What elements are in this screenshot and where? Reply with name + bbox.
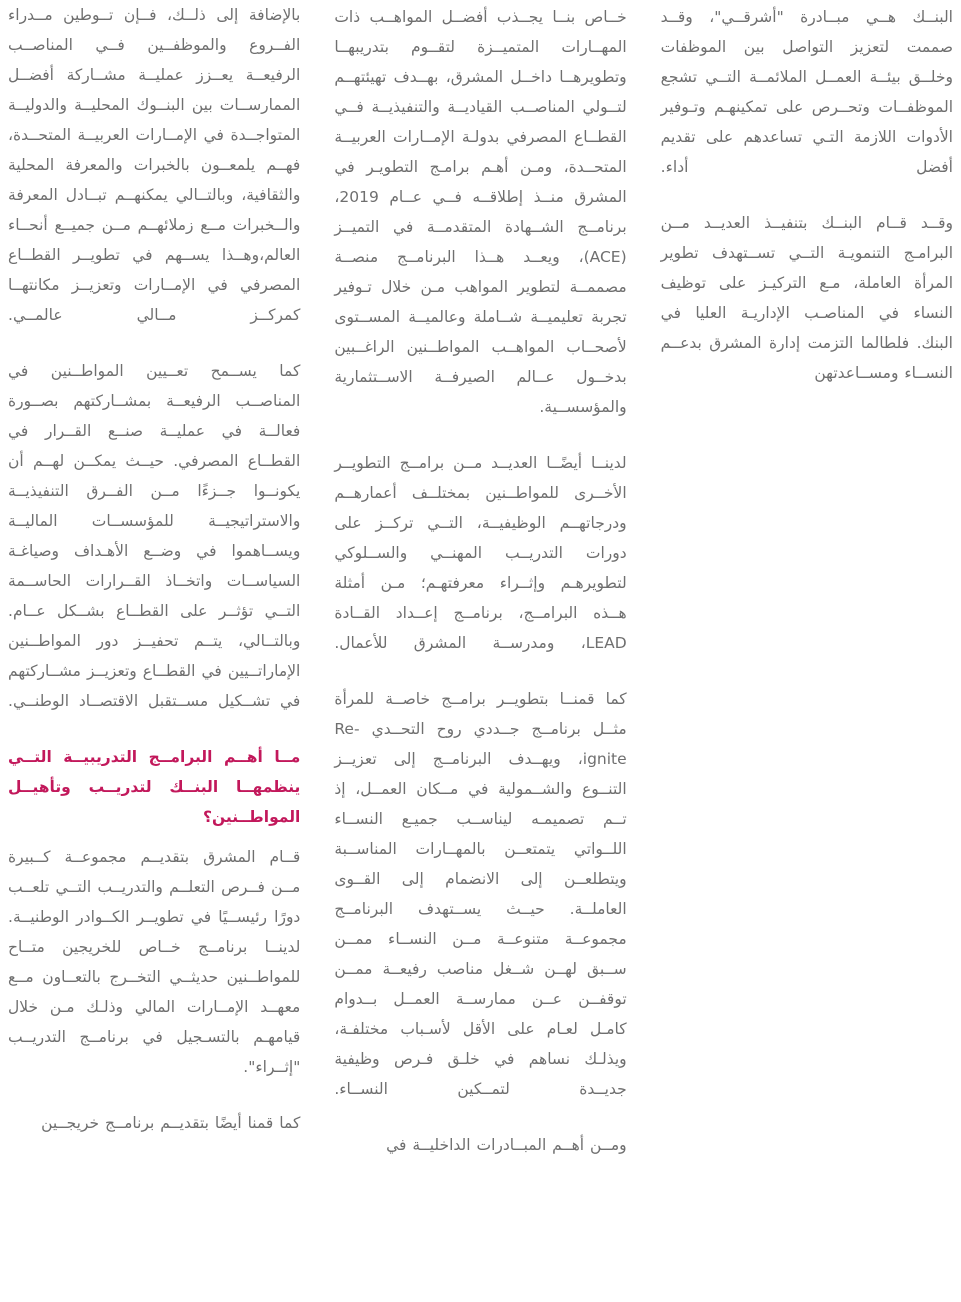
paragraph: ومــن أهــم المبــادرات الداخليــة في	[386, 1136, 627, 1154]
paragraph: بالإضافة إلى ذلــك، فــإن تــوطين مــدراء الفــروع والموظفــين فــي المناصــب الرفيعــة يعــزز عمليــة مشــاركة أفضــل الممارســات بين البنــوك المحليــة والدوليــة المتواجــدة في الإمــارات العربيــة المتحــدة، فهــم يلمعــون بالخبرات والمعرفة المحلية والثقافية، وبالتــالي يمكنهــم تبــادل المعرفة والــخبرات مــع زملائهــم مــن جميــع أنحــاء العالم،وهــذا يســهم في تطويــر القطــاع المصرفي في الإمــارات وتعزيــز مكانتهــا كمركــز مــالي عالمــي.	[8, 6, 301, 324]
section-heading: مــا أهــم البرامــج التدريبيــة التــي ينظمهــا البنــك لتدريــب وتأهيــل المواطــنين؟	[8, 748, 301, 826]
paragraph: قــام المشرق بتقديــم مجموعــة كــبيرة مــن فــرص التعلــم والتدريــب التــي تلعــب دورًا رئيســيًا في تطويــر الكــوادر الوطنيــة. لدينــا برنامــج خــاص للخريجين متــاح للمواطــنين حديثــي التخــرج بالتعــاون مــع معهــد الإمــارات المالي وذلـك مـن خلال قيامهـم بالتسـجيل في برنامــج التدريــب "إثــراء".	[8, 848, 301, 1076]
paragraph: كما قمنــا بتطويــر برامــج خاصــة للمرأة مثــل برنامــج جــددي روح التحــدي -Re ignite، ويهــدف البرنامــج إلى تعزيــز التنــوع والشــمولية في مــكان العمــل، إذ تــم تصميمـه ليناســب جميـع النســاء اللــواتي يتمتعــن بالمهــارات المناســبة ويتطلعــن إلى الانضمام إلى القــوى العاملــة. حيــث يســتهدف البرنامــج مجموعــة متنوعــة مــن النســاء ممــن ســبق لهــن شــغل مناصب رفيعــة ممــن توقفــن عــن ممارســة العمــل بــدوام كامـل لعـام على الأقل لأسـباب مختلفـة، ويذلـك نساهم في خلـق فـرص وظيفية جديــدة لتمــكين النســاء.	[334, 690, 627, 1098]
text-column-right	[661, 0, 953, 1302]
paragraph: كما يســمح تعــيين المواطــنين في المناصــب الرفيعــة بمشــاركتهم بصــورة فعالــة في عمليــة صنــع القــرار في القطــاع المصرفي. حيــث يمكــن لهــم أن يكونــوا جــزءًا مــن الفــرق التنفيذيــة والاستراتيجيــة للمؤسســات الماليــة ويســاهموا في وضــع الأهـداف وصياغـة السياســات واتخــاذ القــرارات الحاســمة التــي تؤثــر على القطــاع بشــكل عــام. وبالتــالي، يتــم تحفيــز دور المواطــنين الإماراتــيين في القطــاع وتعزيــز مشــاركتهم في تشــكيل مســتقبل الاقتصــاد الوطنــي.	[8, 362, 301, 710]
paragraph: كما قمنا أيضًا بتقديــم برنامــج خريجــين	[41, 1114, 301, 1132]
text-column-left	[8, 0, 300, 1302]
paragraph: البنــك هــي مبــادرة "أشرقــي"، وقــد صممت لتعزيز التواصل بين الموظفات وخلــق بيئــة العمــل الملائمــة التــي تشجع الموظفــات وتحــرص على تمكينهـم وتـوفير الأدوات اللازمة التـي تساعدهم على تقديم أفضل أداء.	[660, 8, 953, 176]
paragraph: لدينــا أيضًــا العديــد مــن برامــج التطويــر الأخــرى للمواطــنين بمختلــف أعمارهــم ودرجاتهــم الوظيفيــة، التــي تركــز على دورات التدريــب المهنــي والســلوكي لتطويرهـم وإثــراء معرفتهـم؛ مـن أمثلة هــذه البرامــج، برنامــج إعــداد القــادة LEAD، ومدرســة المشرق للأعمال.	[334, 454, 627, 652]
text-column-center	[334, 0, 626, 1302]
paragraph: خــاص بنــا يجــذب أفضــل المواهــب ذات المهــارات المتميــزة لتقــوم بتدريبهــا وتطويرهــا داخــل المشرق، بهــدف تهيئتهــم لتــولي المناصــب القياديــة والتنفيذيــة فــي القطــاع المصرفي بدولـة الإمــارات العربيــة المتحــدة، ومـن أهـم برامـج التطويـر في المشرق منــذ إطلاقــه فــي عــام 2019، برنامــج الشــهادة المتقدمــة في التميــز (ACE)، ويعــد هــذا البرنامــج منصــة مصممــة لتطوير المواهب مـن خلال تـوفير تجربة تعليميــة شــاملة وعالميــة المســتوى لأصحــاب المواهــب المواطــنين الراغــبين بدخــول عــالم الصيرفــة الاســتثمارية والمؤسســية.	[334, 8, 627, 416]
paragraph: وقــد قــام البنــك بتنفيــذ العديــد مــن البرامـج التنمويـة التــي تســتهدف تطوير المرأة العاملة، مـع التركيـز على توظيف النساء في المناصـب الإداريـة العليا في البنك. فلطالما التزمت إدارة المشرق بدعــم النســاء ومســاعدتهن	[660, 214, 953, 382]
